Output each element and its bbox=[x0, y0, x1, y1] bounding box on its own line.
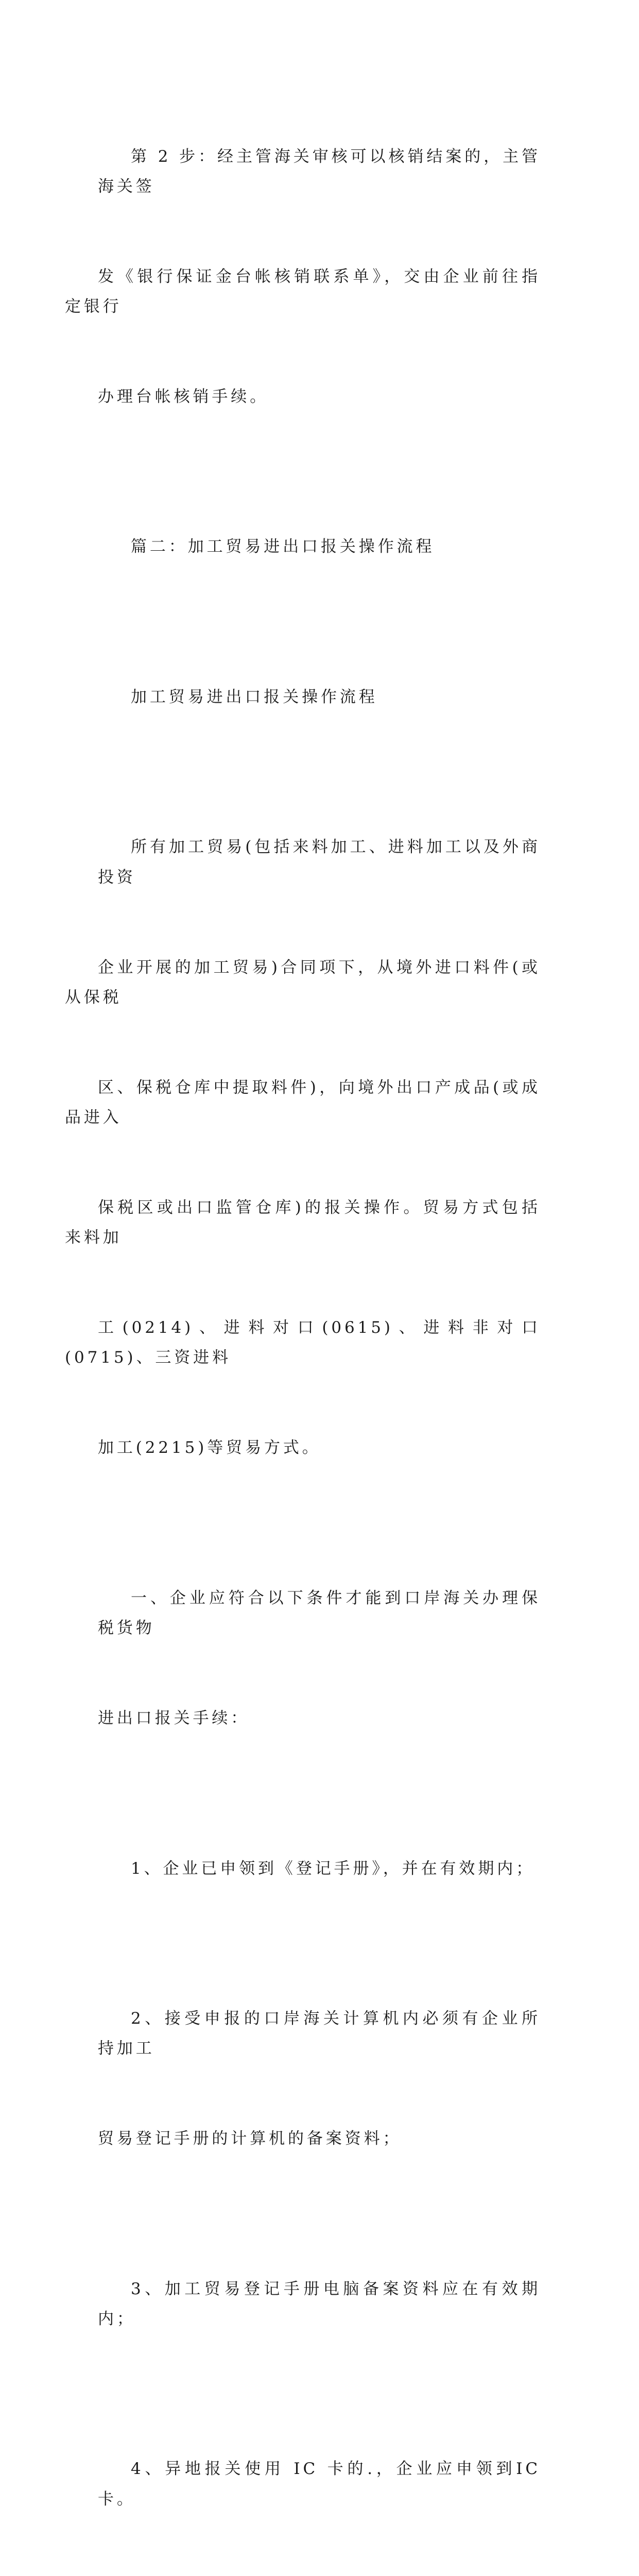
paragraph-intro bbox=[65, 772, 541, 1523]
text-line: 保税区或出口监管仓库)的报关操作。贸易方式包括来料加 bbox=[65, 1198, 541, 1247]
text-line: 办理台帐核销手续。 bbox=[98, 387, 269, 406]
text-line: 3、加工贸易登记手册电脑备案资料应在有效期内； bbox=[98, 2279, 541, 2328]
text-line: 区、保税仓库中提取料件)，向境外出口产成品(或成品进入 bbox=[65, 1078, 541, 1127]
text-line: 发《银行保证金台帐核销联系单》，交由企业前往指定银行 bbox=[65, 267, 541, 316]
document-body bbox=[65, 81, 549, 2576]
text-line: 加工(2215)等贸易方式。 bbox=[98, 1438, 321, 1458]
document-title bbox=[98, 622, 541, 772]
text-line: 第 2 步：经主管海关审核可以核销结案的，主管海关签 bbox=[98, 147, 541, 196]
text-line: 所有加工贸易(包括来料加工、进料加工以及外商投资 bbox=[98, 838, 541, 887]
section-heading bbox=[98, 472, 541, 622]
text-line: 一、企业应符合以下条件才能到口岸海关办理保税货物 bbox=[98, 1588, 541, 1638]
list-item bbox=[98, 2394, 549, 2574]
text-line: 工(0214)、进料对口(0615)、进料非对口(0715)、三资进料 bbox=[65, 1318, 541, 1367]
text-line: 篇二：加工贸易进出口报关操作流程 bbox=[131, 537, 435, 556]
text-line: 进出口报关手续： bbox=[98, 1709, 250, 1728]
list-item bbox=[98, 1943, 541, 2214]
text-line: 1、企业已申领到《登记手册》，并在有效期内； bbox=[131, 1859, 536, 1878]
list-item bbox=[98, 1793, 541, 1943]
text-line: 2、接受申报的口岸海关计算机内必须有企业所持加工 bbox=[98, 2009, 541, 2058]
text-line: 加工贸易进出口报关操作流程 bbox=[131, 687, 378, 706]
section-two-heading bbox=[98, 2574, 541, 2576]
text-line: 4、异地报关使用 IC 卡的.，企业应申领到IC 卡。 bbox=[98, 2460, 549, 2509]
text-line: 贸易登记手册的计算机的备案资料； bbox=[98, 2129, 402, 2148]
paragraph-step2 bbox=[65, 81, 541, 472]
section-one-heading bbox=[98, 1523, 541, 1793]
list-item bbox=[98, 2214, 541, 2394]
text-line: 企业开展的加工贸易)合同项下，从境外进口料件(或从保税 bbox=[65, 958, 541, 1007]
